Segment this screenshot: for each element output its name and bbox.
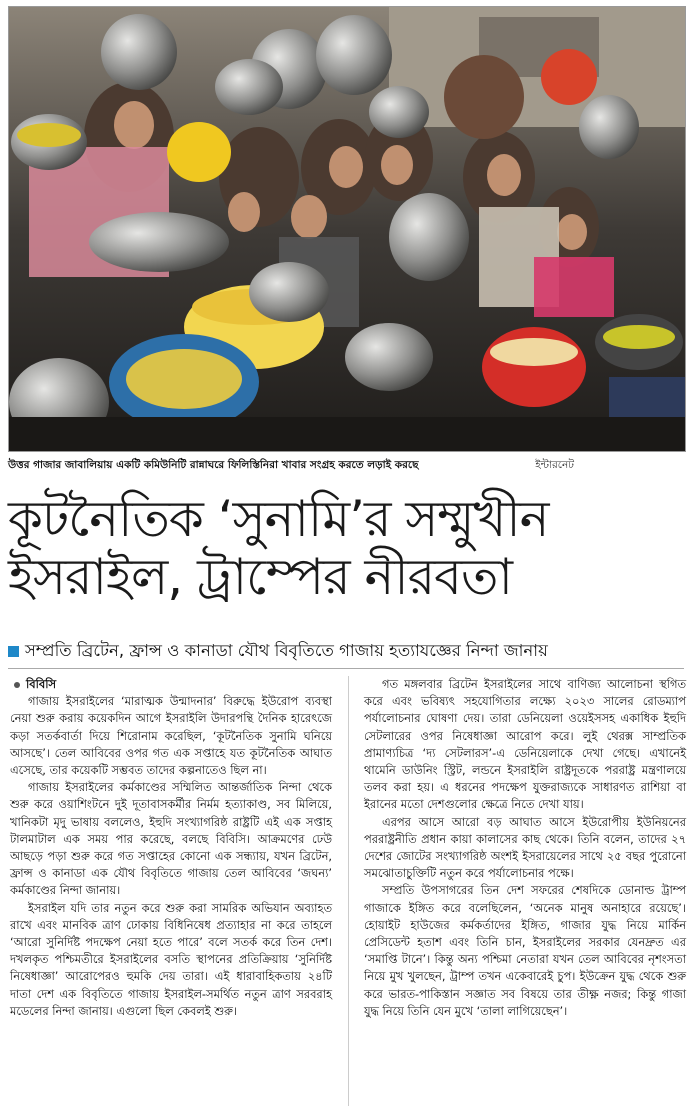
headline	[8, 490, 688, 606]
headline-line-2: ইসরাইল, ট্রাম্পের নীরবতা	[8, 548, 513, 606]
subheadline-text: সম্প্রতি ব্রিটেন, ফ্রান্স ও কানাডা যৌথ বিবৃতিতে গাজায় হত্যাযজ্ঞের নিন্দা জানায়	[25, 641, 548, 660]
headline-line-1: কূটনৈতিক ‘সুনামি’র সম্মুখীন	[8, 490, 549, 548]
paragraph: এরপর আসে আরো বড় আঘাত আসে ইউরোপীয় ইউনিয়নের পররাষ্ট্রনীতি প্রধান কায়া কালাসের কাছ থেকে। তিনি বলেন, তাদের ২৭ দেশের জোটের সংখ্যাগরিষ্ঠ অংশই ইসরায়েলের সাথে ২৫ বছর পুরোনো সমঝোতাচুক্তিটি নতুন করে পর্যালোচনার পক্ষে।	[364, 814, 686, 881]
paragraph: সম্প্রতি উপসাগরের তিন দেশ সফরের শেষদিকে ডোনাল্ড ট্রাম্প গাজাকে ইঙ্গিত করে বলেছিলেন, ‘অনেক মানুষ অনাহারে রয়েছে’। হোয়াইট হাউজের কর্মকর্তাদের ইঙ্গিত, গাজার যুদ্ধ নিয়ে মার্কিন প্রেসিডেন্ট হতাশ এবং তিনি চান, ইসরাইলের সরকার যেনদ্রুত এর ‘সমাপ্তি টানে’। কিন্তু অন্য পশ্চিমা নেতারা যখন তেল আবিবের নৃশংসতা নিয়ে মুখ খুলছেন, ট্রাম্প তখন একেবারেই চুপ। ইউক্রেন যুদ্ধ থেকে শুরু করে ভারত-পাকিস্তান সজ্ঞাত সব বিষয়ে তার তীক্ষ্ণ নজর; কিন্তু গাজা যুদ্ধ নিয়ে তিনি যেন মুখে ‘তালা লাগিয়েছেন’।	[364, 883, 686, 1018]
caption-text: উত্তর গাজার জাবালিয়ায় একটি কমিউনিটি রান্নাঘরে ফিলিস্তিনিরা খাবার সংগ্রহ করতে লড়াই করছে	[8, 459, 419, 471]
subheadline	[8, 638, 688, 665]
photo-credit: ইন্টারনেট	[535, 459, 574, 471]
divider	[8, 668, 684, 669]
paragraph: ইসরাইল যদি তার নতুন করে শুরু করা সামরিক অভিযান অব্যাহত রাখে এবং মানবিক ত্রাণ ঢোকায় বিধিনিষেধ প্রত্যাহার না করে তাহলে ‘আরো সুনির্দিষ্ট পদক্ষেপ নেয়া হতে পারে’ বলে সতর্ক করে তিন দেশ। দখলকৃত পশ্চিমতীরে ইসরাইলের বসতি স্থাপনের প্রতিক্রিয়ায় ‘সুনির্দিষ্ট নিষেধাজ্ঞা’ আরোপেরও হুমকি দেয় তারা। এই ধারাবাহিকতায় ২৪টি দাতা দেশ এক বিবৃতিতে গাজায় ইসরাইল-সমর্থিত নতুন ত্রাণ সরবরাহ মডেলের নিন্দা জানায়। এগুলো ছিল কেবলই শুরু।	[10, 900, 332, 1018]
news-photo	[8, 6, 686, 452]
column-divider	[348, 676, 349, 1106]
bullet-icon	[14, 682, 20, 688]
article-column-right	[364, 676, 686, 1020]
photo-illustration	[9, 7, 685, 451]
source-label: বিবিসি	[26, 677, 56, 691]
paragraph: গত মঙ্গলবার ব্রিটেন ইসরাইলের সাথে বাণিজ্য আলোচনা স্থগিত করে এবং ভবিষ্যৎ সহযোগিতার লক্ষ্যে ২০২৩ সালের রোডম্যাপ পর্যালোচনার ঘোষণা দেয়। তারা ডেনিয়েলা ওয়েইসসহ একাধিক ইহুদি সেটলারের ওপর নিষেধাজ্ঞা আরোপ করে। লুই থেরক্স সাম্প্রতিক প্রামাণ্যচিত্র ‘দ্য সেটলারস’-এ ডেনিয়েলাকে দেখা গেছে। এখানেই থামেনি ডাউনিং স্ট্রিট, লন্ডনে ইসরাইলি রাষ্ট্রদূতকে পররাষ্ট্র মন্ত্রণালয়ে তলব করা হয়। এ ধরনের পদক্ষেপ যুক্তরাজ্যকে সাধারণত রাশিয়া বা ইরানের মতো দেশগুলোর ক্ষেত্রে নিতে দেখা যায়।	[364, 677, 686, 812]
paragraph: গাজায় ইসরাইলের ‘মারাত্মক উন্মাদনার’ বিরুদ্ধে ইউরোপ ব্যবস্থা নেয়া শুরু করায় কয়েকদিন আগে ইসরাইলি উদারপন্থি দৈনিক হারেৎজে কড়া সতর্কবার্তা দিয়ে শিরোনাম করেছিল, ‘কূটনৈতিক সুনামি ঘনিয়ে আসছে’। তেল আবিবের ওপর গত এক সপ্তাহে যত কূটনৈতিক আঘাত এসেছে, তার কয়েকটি সম্ভবত তাদের কল্পনাতেও ছিল না।	[10, 694, 332, 778]
article-source	[10, 676, 332, 693]
article-column-left	[10, 676, 332, 1020]
paragraph: গাজায় ইসরাইলের কর্মকাণ্ডের সম্মিলিত আন্তর্জাতিক নিন্দা থেকে শুরু করে ওয়াশিংটনে দুই দূতাবাসকর্মীর নির্মম হত্যাকাণ্ড, সব মিলিয়ে, খানিকটা মৃদু ভাষায় বললেও, ইহুদি সংখ্যাগরিষ্ঠ রাষ্ট্রটি এই এক সপ্তাহ টালমাটাল এক সময় পার করেছে, বলছে বিবিসি। আক্রমণের ঢেউ আছড়ে পড়া শুরু করে গত সপ্তাহের কোনো এক সন্ধ্যায়, যখন ব্রিটেন, ফ্রান্স ও কানাডা এক যৌথ বিবৃতিতে গাজায় তেল আবিবের ‘জঘন্য’ কর্মকাণ্ডের নিন্দা জানায়।	[10, 780, 332, 898]
photo-caption	[8, 458, 684, 475]
square-bullet-icon	[8, 646, 19, 657]
